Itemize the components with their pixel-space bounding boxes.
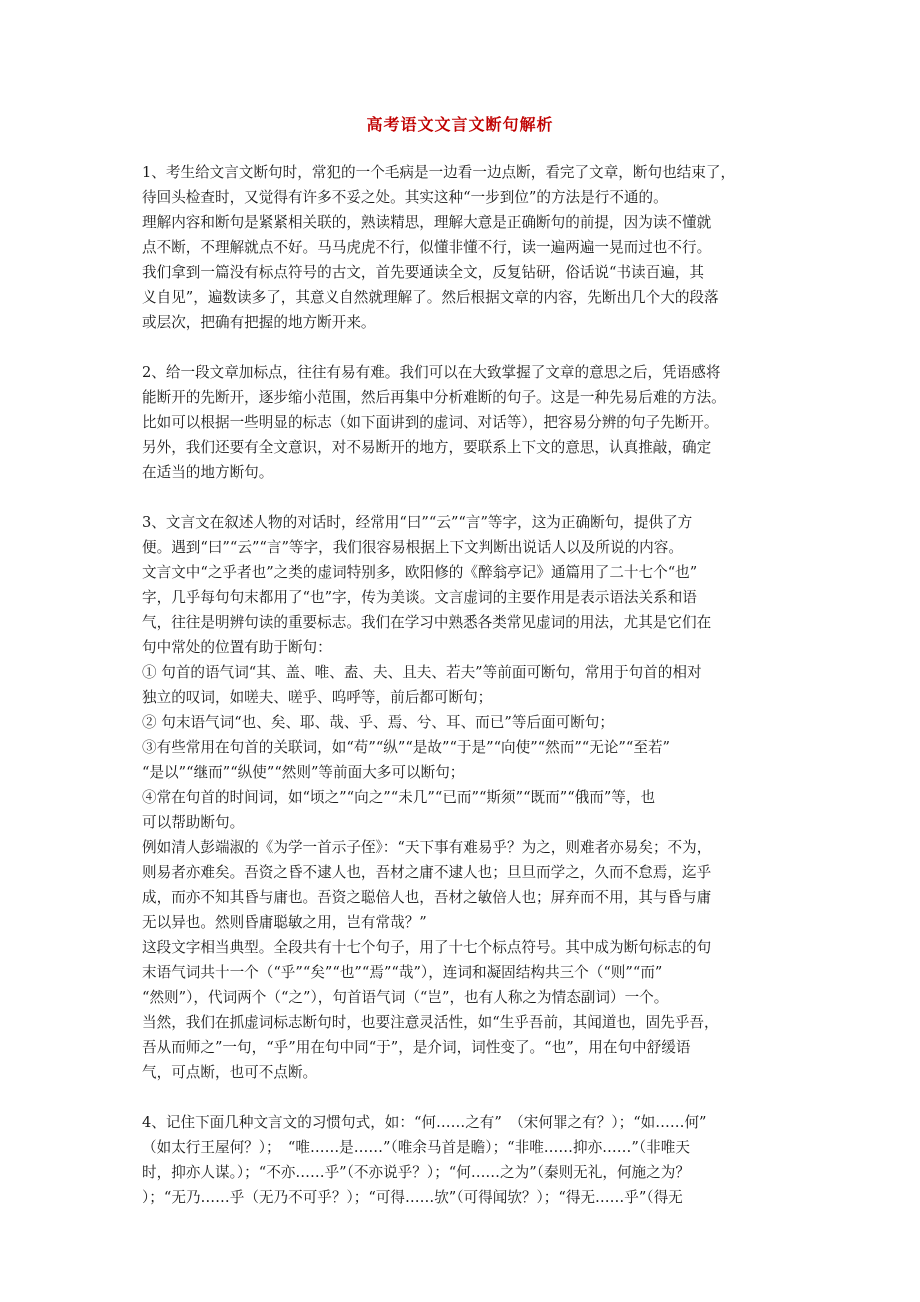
text-line: 句中常处的位置有助于断句：	[142, 639, 332, 656]
text-line: 例如清人彭端淑的《为学一首示子侄》：“天下事有难易乎？为之，则难者亦易矣；不为，	[142, 839, 712, 856]
text-line: 吾从而师之”一句，“乎”用在句中同“于”，是介词，词性变了。“也”，用在句中舒缓语	[142, 1039, 691, 1056]
text-line: 当然，我们在抓虚词标志断句时，也要注意灵活性，如“生乎吾前，其闻道也，固先乎吾，	[142, 1014, 719, 1031]
text-line: 文言文中“之乎者也”之类的虚词特别多，欧阳修的《醉翁亭记》通篇用了二十七个“也”	[142, 564, 698, 581]
text-line: 待回头检查时，又觉得有许多不妥之处。其实这种“一步到位”的方法是行不通的。	[142, 189, 668, 206]
text-line: ④常在句首的时间词，如“顷之”“向之”“未几”“已而”“斯须”“既而”“俄而”等，也	[142, 789, 656, 806]
paragraph-1	[142, 160, 782, 335]
text-line: 在适当的地方断句。	[142, 464, 274, 481]
text-line: 1、考生给文言文断句时，常犯的一个毛病是一边看一边点断，看完了文章，断句也结束了，	[142, 164, 736, 181]
text-line: 便。遇到“曰”“云”“言”等字，我们很容易根据上下文判断出说话人以及所说的内容。	[142, 539, 683, 556]
text-line: 4、记住下面几种文言文的习惯句式，如：“何……之有” （宋何罪之有？）；“如……何”	[142, 1114, 707, 1131]
text-line: ① 句首的语气词“其、盖、唯、盍、夫、且夫、若夫”等前面可断句，常用于句首的相对	[142, 664, 702, 681]
text-line: 无以异也。然则昏庸聪敏之用，岂有常哉？”	[142, 914, 427, 931]
text-line: 气，可点断，也可不点断。	[142, 1064, 318, 1081]
text-line: （如太行王屋何？）； “唯……是……”（唯余马首是瞻）；“非唯……抑亦……”（非唯天	[142, 1139, 690, 1156]
text-line: 末语气词共十一个（“乎”“矣”“也”“焉”“哉”），连词和凝固结构共三个（“则”“而”	[142, 964, 663, 981]
text-line: “是以”“继而”“纵使”“然则”等前面大多可以断句；	[142, 764, 465, 781]
text-line: 这段文字相当典型。全段共有十七个句子，用了十七个标点符号。其中成为断句标志的句	[142, 939, 712, 956]
text-line: 成，而亦不知其昏与庸也。吾资之聪倍人也，吾材之敏倍人也；屏弃而不用，其与昏与庸	[142, 889, 712, 906]
document-body	[142, 160, 782, 1210]
text-line: 点不断，不理解就点不好。马马虎虎不行，似懂非懂不行，读一遍两遍一晃而过也不行。	[142, 239, 712, 256]
text-line: 时，抑亦人谋。）；“不亦……乎”（不亦说乎？）；“何……之为”（秦则无礼，何施之为？	[142, 1164, 690, 1181]
text-line: 3、文言文在叙述人物的对话时，经常用“曰”“云”“言”等字，这为正确断句，提供了方	[142, 514, 693, 531]
text-line: ③有些常用在句首的关联词，如“苟”“纵”“是故”“于是”“向使”“然而”“无论”“至若”	[142, 739, 670, 756]
text-line: 2、给一段文章加标点，往往有易有难。我们可以在大致掌握了文章的意思之后，凭语感将	[142, 364, 721, 381]
text-line: 可以帮助断句。	[142, 814, 245, 831]
paragraph-gap	[142, 335, 782, 360]
text-line: 比如可以根据一些明显的标志（如下面讲到的虚词、对话等），把容易分辨的句子先断开。	[142, 414, 719, 431]
text-line: 另外，我们还要有全文意识，对不易断开的地方，要联系上下文的意思，认真推敲，确定	[142, 439, 712, 456]
text-line: 义自见”，遍数读多了，其意义自然就理解了。然后根据文章的内容，先断出几个大的段落	[142, 289, 719, 306]
paragraph-4	[142, 1110, 782, 1210]
text-line: ）；“无乃……乎（无乃不可乎？）；“可得……欤”（可得闻欤？）；“得无……乎”（得无	[142, 1189, 683, 1206]
document-title: 高考语文文言文断句解析	[366, 115, 554, 134]
paragraph-gap	[142, 485, 782, 510]
paragraph-gap	[142, 1085, 782, 1110]
text-line: 独立的叹词，如嗟夫、嗟乎、呜呼等，前后都可断句；	[142, 689, 493, 706]
text-line: 则易者亦难矣。吾资之昏不逮人也，吾材之庸不逮人也；旦旦而学之，久而不怠焉，迄乎	[142, 864, 712, 881]
text-line: 气，往往是明辨句读的重要标志。我们在学习中熟悉各类常见虚词的用法，尤其是它们在	[142, 614, 712, 631]
text-line: ② 句末语气词“也、矣、耶、哉、乎、焉、兮、耳、而已”等后面可断句；	[142, 714, 614, 731]
text-line: 或层次，把确有把握的地方断开来。	[142, 314, 376, 331]
text-line: 理解内容和断句是紧紧相关联的，熟读精思，理解大意是正确断句的前提，因为读不懂就	[142, 214, 712, 231]
text-line: 能断开的先断开，逐步缩小范围，然后再集中分析难断的句子。这是一种先易后难的方法。	[142, 389, 726, 406]
text-line: 我们拿到一篇没有标点符号的古文，首先要通读全文，反复钻研，俗话说“书读百遍，其	[142, 264, 705, 281]
text-line: “然则”），代词两个（“之”），句首语气词（“岂”，也有人称之为情态副词）一个。	[142, 989, 669, 1006]
paragraph-3	[142, 510, 782, 1085]
paragraph-2	[142, 360, 782, 485]
text-line: 字，几乎每句句末都用了“也”字，传为美谈。文言虚词的主要作用是表示语法关系和语	[142, 589, 697, 606]
